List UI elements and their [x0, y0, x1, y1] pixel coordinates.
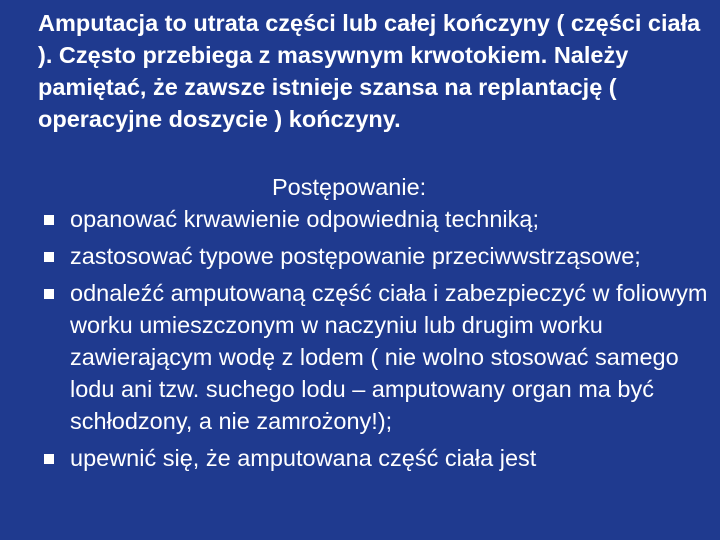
section-heading: Postępowanie: [272, 174, 427, 200]
list-item-text: upewnić się, że amputowana część ciała jest [70, 445, 537, 471]
procedure-list [40, 203, 720, 479]
list-item [40, 442, 720, 474]
list-item-text: opanować krwawienie odpowiednią techniką; [70, 206, 539, 232]
list-item [40, 240, 720, 272]
list-item-text: odnaleźć amputowaną część ciała i zabezpieczyć w foliowym worku umieszczonym w naczyniu lub drugim worku zawierającym wodę z lodem ( nie wolno stosować samego lodu ani tzw. suchego lodu – amputowany organ ma być schłodzony, a nie zamrożony!); [70, 280, 708, 434]
square-bullet-icon [44, 215, 54, 225]
list-item-text: zastosować typowe postępowanie przeciwwstrząsowe; [70, 243, 641, 269]
square-bullet-icon [44, 454, 54, 464]
list-item [40, 277, 720, 437]
square-bullet-icon [44, 289, 54, 299]
square-bullet-icon [44, 252, 54, 262]
intro-paragraph: Amputacja to utrata części lub całej kończyny ( części ciała ). Często przebiega z masywnym krwotokiem. Należy pamiętać, że zawsze istnieje szansa na replantację ( operacyjne doszycie ) kończyny. [38, 10, 701, 132]
list-item [40, 203, 720, 235]
